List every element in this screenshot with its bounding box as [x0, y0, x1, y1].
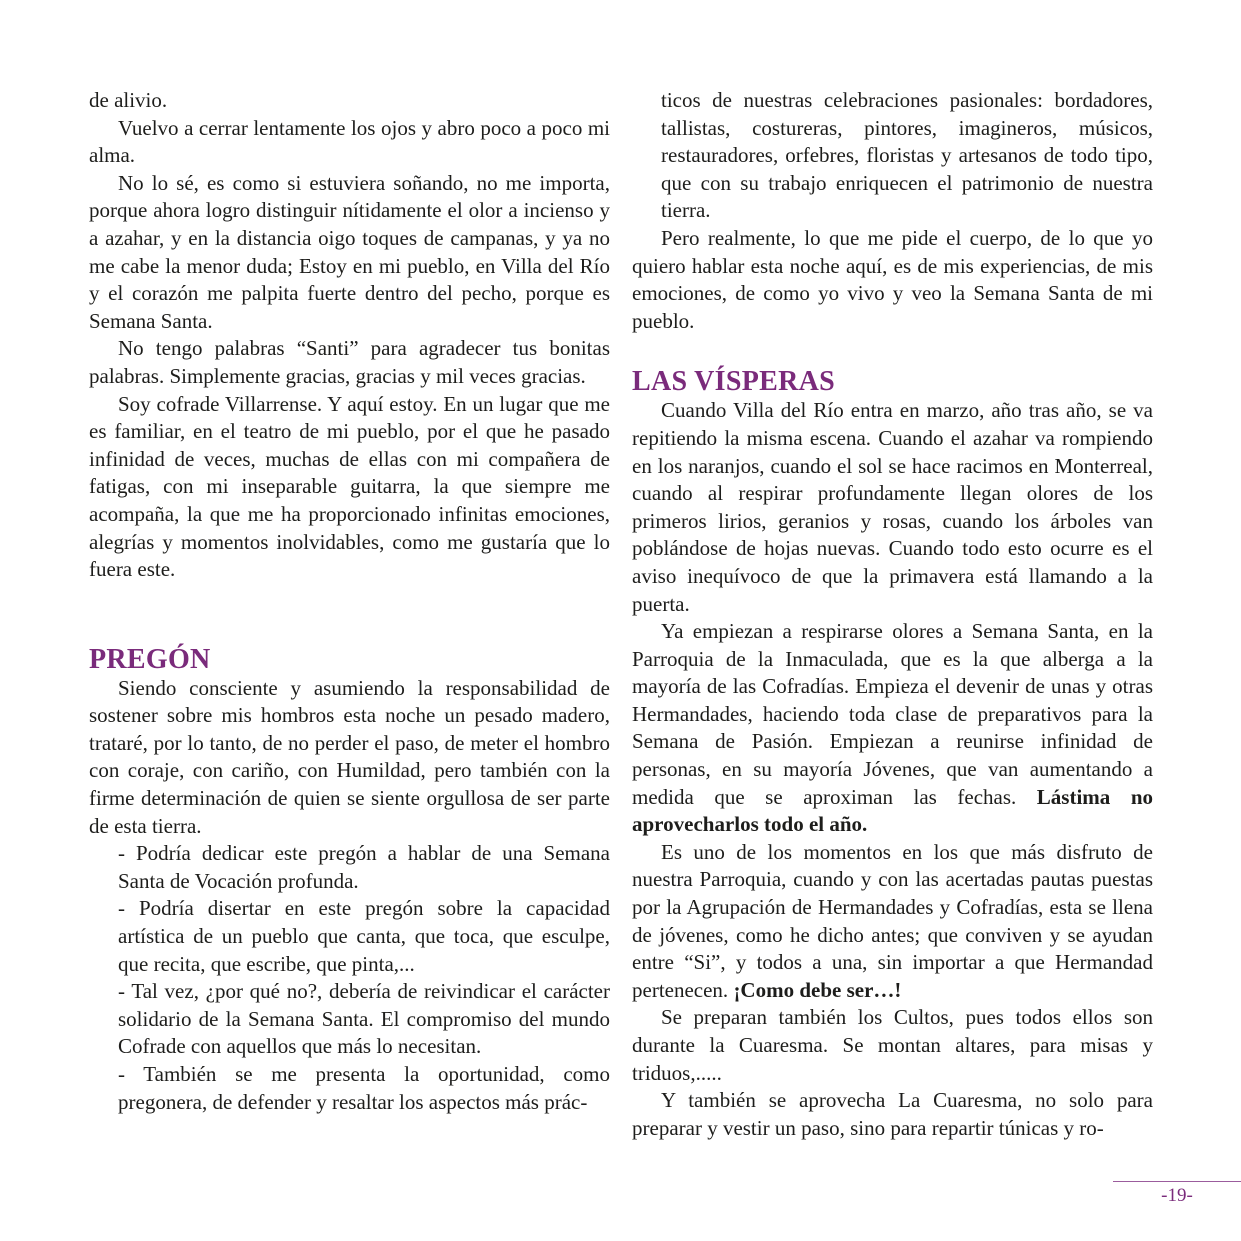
paragraph-continued: ticos de nuestras celebraciones pasionales: bordadores, tallistas, costureras, pintores, imagineros, músicos, restauradores, orfebres, floristas y artesanos de todo tipo, que con su trabajo enriquecen el patrimonio de nuestra tierra.	[661, 88, 1153, 223]
list-item: - Podría dedicar este pregón a hablar de una Semana Santa de Vocación profunda.	[118, 841, 610, 893]
paragraph: Se preparan también los Cultos, pues todos ellos son durante la Cuaresma. Se montan altares, para misas y triduos,.....	[632, 1005, 1153, 1085]
paragraph: Vuelvo a cerrar lentamente los ojos y abro poco a poco mi alma.	[89, 115, 610, 168]
paragraph: Cuando Villa del Río entra en marzo, año tras año, se va repitiendo la misma escena. Cuando el azahar va rompiendo en los naranjos, cuando el sol se hace racimos en Monterreal, cuando al respirar profundamente llegan olores de los primeros lirios, geranios y rosas, cuando los árboles van poblándose de hojas nuevas. Cuando todo esto ocurre es el aviso inequívoco de que la primavera está llamando a la puerta.	[632, 398, 1153, 616]
page-number: -19-	[1161, 1185, 1193, 1206]
paragraph-text: Es uno de los momentos en los que más disfruto de nuestra Parroquia, cuando y con las acertadas pautas puestas por la Agrupación de Hermandades y Cofradías, esta se llena de jóvenes, como he dicho antes; que conviven y se ayudan entre “Si”, y todos a una, sin importar a que Hermandad pertenecen.	[632, 839, 1153, 1002]
bold-text: Lástima no aprovecharlos todo el año.	[632, 784, 1154, 837]
list-item: - Podría disertar en este pregón sobre la capacidad artística de un pueblo que canta, que toca, que esculpe, que recita, que escribe, que pinta,...	[118, 896, 610, 976]
paragraph: Siendo consciente y asumiendo la responsabilidad de sostener sobre mis hombros esta noche un pesado madero, trataré, por lo tanto, de no perder el paso, de meter el hombro con coraje, con cariño, con Humildad, pero también con la firme determinación de quien se siente orgullosa de ser parte de esta tierra.	[89, 675, 610, 838]
right-column	[632, 87, 1153, 1142]
paragraph	[632, 839, 1153, 1005]
list-item: - Tal vez, ¿por qué no?, debería de reivindicar el carácter solidario de la Semana Santa. El compromiso del mundo Cofrade con aquellos que más lo necesitan.	[118, 979, 610, 1059]
list-item: - También se me presenta la oportunidad, como pregonera, de defender y resaltar los aspectos más prác-	[118, 1062, 610, 1114]
paragraph: Y también se aprovecha La Cuaresma, no solo para preparar y vestir un paso, sino para repartir túnicas y ro-	[632, 1088, 1153, 1140]
paragraph: Soy cofrade Villarrense. Y aquí estoy. En un lugar que me es familiar, en el teatro de mi pueblo, por el que he pasado infinidad de veces, muchas de ellas con mi compañera de fatigas, con mi inseparable guitarra, la que siempre me acompaña, la que me ha proporcionado infinitas emociones, alegrías y momentos inolvidables, como me gustaría que lo fuera este.	[89, 391, 610, 582]
paragraph	[632, 618, 1153, 839]
paragraph: Pero realmente, lo que me pide el cuerpo, de lo que yo quiero hablar esta noche aquí, es de mis experiencias, de mis emociones, de como yo vivo y veo la Semana Santa de mi pueblo.	[632, 225, 1153, 333]
paragraph: No lo sé, es como si estuviera soñando, no me importa, porque ahora logro distinguir nítidamente el olor a incienso y a azahar, y en la distancia oigo toques de campanas, y ya no me cabe la menor duda; Estoy en mi pueblo, en Villa del Río y el corazón me palpita fuerte dentro del pecho, porque es Semana Santa.	[89, 170, 610, 333]
section-heading-pregon: PREGÓN	[89, 643, 211, 675]
left-column	[89, 87, 610, 1116]
paragraph: No tengo palabras “Santi” para agradecer tus bonitas palabras. Simplemente gracias, gracias y mil veces gracias.	[89, 336, 610, 388]
footer-rule	[1113, 1181, 1241, 1182]
section-heading-visperas: LAS VÍSPERAS	[632, 366, 836, 398]
bold-text: ¡Como debe ser…!	[733, 977, 902, 1002]
paragraph: de alivio.	[89, 88, 168, 112]
paragraph-text: Ya empiezan a respirarse olores a Semana Santa, en la Parroquia de la Inmaculada, que es la que alberga a la mayoría de las Cofradías. Empieza el devenir de unas y otras Hermandades, haciendo toda clase de preparativos para la Semana de Pasión. Empiezan a reunirse infinidad de personas, en su mayoría Jóvenes, que van aumentando a medida que se aproximan las fechas.	[632, 619, 1153, 809]
